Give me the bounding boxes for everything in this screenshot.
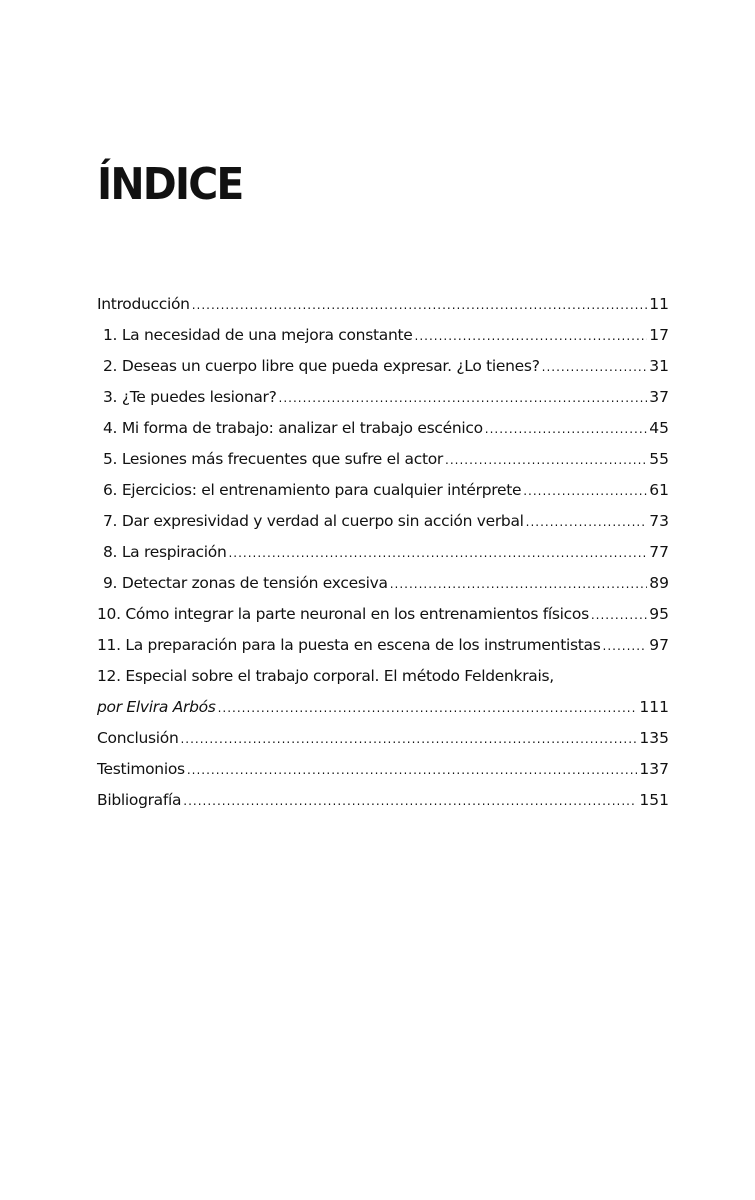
toc-page-number: 135 (639, 729, 669, 747)
toc-entry-title: por Elvira Arbós (97, 698, 216, 716)
toc-page-number: 17 (649, 326, 669, 344)
dot-leader (485, 417, 648, 441)
dot-leader (192, 293, 648, 317)
toc-entry-title: 7. Dar expresividad y verdad al cuerpo sin acción verbal (103, 512, 524, 530)
toc-entry-chapter-4[interactable] (97, 416, 669, 447)
toc-entry-title: 3. ¿Te puedes lesionar? (103, 388, 277, 406)
toc-entry-chapter-5[interactable] (97, 447, 669, 478)
toc-page-number: 55 (649, 450, 669, 468)
toc-entry-chapter-12[interactable] (97, 664, 669, 695)
toc-page-number: 89 (649, 574, 669, 592)
toc-entry-title: 5. Lesiones más frecuentes que sufre el actor (103, 450, 443, 468)
toc-page-number: 151 (639, 791, 669, 809)
toc-entry-bibliografia[interactable] (97, 788, 669, 819)
toc-entry-chapter-3[interactable] (97, 385, 669, 416)
toc-entry-chapter-6[interactable] (97, 478, 669, 509)
dot-leader (183, 789, 637, 813)
toc-page-number: 137 (639, 760, 669, 778)
dot-leader (279, 386, 648, 410)
dot-leader (218, 696, 638, 720)
toc-entry-title: Bibliografía (97, 791, 182, 809)
dot-leader (187, 758, 638, 782)
toc-page-number: 37 (649, 388, 669, 406)
toc-entry-chapter-7[interactable] (97, 509, 669, 540)
toc-entry-title: Introducción (97, 295, 190, 313)
dot-leader (415, 324, 648, 348)
toc-entry-chapter-1[interactable] (97, 323, 669, 354)
dot-leader (591, 603, 647, 627)
dot-leader (542, 355, 648, 379)
toc-page-number: 31 (649, 357, 669, 375)
toc-entry-chapter-9[interactable] (97, 571, 669, 602)
toc-page-number: 97 (649, 636, 669, 654)
toc-entry-testimonios[interactable] (97, 757, 669, 788)
toc-entry-title: 6. Ejercicios: el entrenamiento para cualquier intérprete (103, 481, 522, 499)
toc-page-number: 11 (649, 295, 669, 313)
toc-entry-chapter-8[interactable] (97, 540, 669, 571)
toc-page-number: 45 (649, 419, 669, 437)
toc-entry-introduccion[interactable] (97, 292, 669, 323)
toc-page-number: 73 (649, 512, 669, 530)
toc-entry-title: 1. La necesidad de una mejora constante (103, 326, 413, 344)
toc-entry-title: Testimonios (97, 760, 185, 778)
toc-entry-title: 12. Especial sobre el trabajo corporal. El método Feldenkrais, (97, 667, 554, 685)
dot-leader (445, 448, 647, 472)
toc-entry-title: 11. La preparación para la puesta en escena de los instrumentistas (97, 636, 601, 654)
toc-page-number: 95 (649, 605, 669, 623)
toc-entry-title: 4. Mi forma de trabajo: analizar el trabajo escénico (103, 419, 483, 437)
toc-entry-title: Conclusión (97, 729, 179, 747)
toc-entry-title: 10. Cómo integrar la parte neuronal en los entrenamientos físicos (97, 605, 589, 623)
dot-leader (603, 634, 648, 658)
toc-entry-chapter-2[interactable] (97, 354, 669, 385)
page-title: ÍNDICE (97, 159, 243, 210)
toc-entry-chapter-10[interactable] (97, 602, 669, 633)
dot-leader (390, 572, 648, 596)
dot-leader (228, 541, 647, 565)
toc-page-number: 111 (639, 698, 669, 716)
toc-page-number: 77 (649, 543, 669, 561)
dot-leader (180, 727, 637, 751)
toc-entry-title: 9. Detectar zonas de tensión excesiva (103, 574, 388, 592)
dot-leader (526, 510, 648, 534)
toc-entry-title: 8. La respiración (103, 543, 227, 561)
toc-entry-conclusion[interactable] (97, 726, 669, 757)
table-of-contents (97, 292, 669, 819)
toc-page-number: 61 (649, 481, 669, 499)
toc-entry-chapter-12-author[interactable] (97, 695, 669, 726)
dot-leader (523, 479, 647, 503)
toc-entry-title: 2. Deseas un cuerpo libre que pueda expresar. ¿Lo tienes? (103, 357, 540, 375)
toc-entry-chapter-11[interactable] (97, 633, 669, 664)
